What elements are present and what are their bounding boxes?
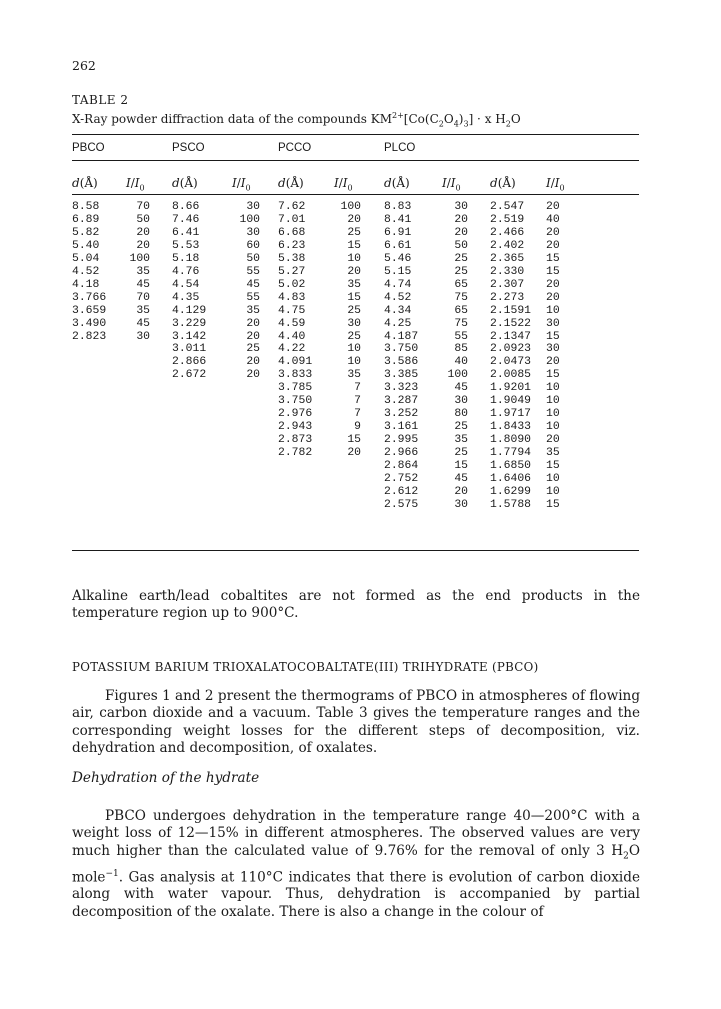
plco-d-column-2 [490, 201, 531, 512]
table-cell: 8.58 [72, 201, 100, 213]
table-cell: 2.866 [172, 356, 207, 369]
group-header-pbco: PBCO [72, 142, 105, 154]
table-cell: 25 [246, 343, 260, 356]
table-cell: 1.9049 [490, 395, 532, 408]
table-cell: 15 [546, 330, 560, 343]
table-cell: 15 [347, 239, 361, 252]
table-cell: 30 [347, 317, 361, 330]
table-cell: 6.41 [172, 226, 200, 239]
table-cell: 30 [246, 201, 260, 213]
pbco-d-column [72, 201, 106, 343]
table-cell: 2.976 [278, 408, 313, 421]
table-cell: 2.966 [384, 447, 419, 460]
table-cell: 3.011 [172, 343, 207, 356]
table-cell: 2.330 [490, 265, 525, 278]
table-cell: 2.995 [384, 434, 419, 447]
table-cell: 4.59 [278, 317, 306, 330]
table-cell: 4.52 [384, 291, 412, 304]
table-cell: 25 [347, 226, 361, 239]
table-cell: 50 [246, 252, 260, 265]
table-cell: 8.66 [172, 201, 200, 213]
table-cell: 15 [546, 460, 560, 473]
table-cell: 100 [340, 201, 361, 213]
table-cell: 4.54 [172, 278, 200, 291]
table-cell: 15 [546, 498, 560, 511]
table-cell: 6.91 [384, 226, 412, 239]
table-cell: 30 [454, 395, 468, 408]
table-cell: 4.40 [278, 330, 306, 343]
table-cell: 6.23 [278, 239, 306, 252]
table-cell: 10 [546, 408, 560, 421]
table-cell: 20 [546, 434, 560, 447]
table-cell: 2.519 [490, 213, 525, 226]
table-cell: 2.547 [490, 201, 525, 213]
group-header-psco: PSCO [172, 142, 205, 154]
table-cell: 20 [546, 291, 560, 304]
table-cell: 30 [546, 343, 560, 356]
group-header-plco: PLCO [384, 142, 416, 154]
table-caption: X-Ray powder diffraction data of the compounds $KM^{2+}[Co(C_2O_4)_3] \cdot x$ $H_2O$ [72, 111, 521, 129]
table-cell: 25 [454, 447, 468, 460]
table-label: TABLE 2 [72, 93, 129, 107]
table-cell: 30 [546, 317, 560, 330]
table-cell: 2.1347 [490, 330, 532, 343]
table-cell: 55 [246, 265, 260, 278]
table-cell: 7 [354, 382, 361, 395]
plco-d-column-1 [384, 201, 418, 512]
table-cell: 80 [454, 408, 468, 421]
table-cell: 5.82 [72, 226, 100, 239]
table-cell: 1.5788 [490, 498, 532, 511]
table-cell: 2.1522 [490, 317, 532, 330]
table-cell: 3.750 [278, 395, 313, 408]
table-cell: 10 [546, 473, 560, 486]
table-cell: 7.01 [278, 213, 306, 226]
table-cell: 4.34 [384, 304, 412, 317]
table-bottom-rule [72, 550, 639, 551]
page-number: 262 [72, 58, 96, 73]
table-cell: 2.782 [278, 447, 313, 460]
table-cell: 1.9201 [490, 382, 532, 395]
table-cell: 4.75 [278, 304, 306, 317]
table-cell: 3.229 [172, 317, 207, 330]
table-cell: 15 [546, 265, 560, 278]
table-cell: 9 [354, 421, 361, 434]
table-cell: 45 [454, 382, 468, 395]
table-cell: 3.161 [384, 421, 419, 434]
table-cell: 10 [546, 421, 560, 434]
table-cell: 75 [454, 317, 468, 330]
table-cell: 40 [454, 356, 468, 369]
group-header-pcco: PCCO [278, 142, 312, 154]
table-cell: 4.76 [172, 265, 200, 278]
table-cell: 15 [347, 291, 361, 304]
table-cell: 6.61 [384, 239, 412, 252]
table-cell: 45 [136, 317, 150, 330]
table-cell: 5.53 [172, 239, 200, 252]
table-cell: 1.6299 [490, 485, 532, 498]
table-cell: 35 [136, 265, 150, 278]
table-cell: 20 [546, 278, 560, 291]
table-cell: 20 [546, 201, 560, 213]
column-header-rule [72, 194, 639, 195]
table-cell: 20 [347, 447, 361, 460]
table-cell: 20 [347, 265, 361, 278]
table-cell: 5.46 [384, 252, 412, 265]
table-cell: 20 [546, 239, 560, 252]
table-cell: 30 [454, 498, 468, 511]
table-cell: 4.83 [278, 291, 306, 304]
table-cell: 20 [454, 213, 468, 226]
plco-i-column-2 [546, 201, 560, 512]
table-cell: 5.04 [72, 252, 100, 265]
table-cell: 35 [136, 304, 150, 317]
table-cell: 55 [246, 291, 260, 304]
table-cell: 65 [454, 304, 468, 317]
table-cell: 4.091 [278, 356, 313, 369]
psco-d-column [172, 201, 206, 382]
table-cell: 3.490 [72, 317, 107, 330]
table-cell: 20 [246, 356, 260, 369]
table-cell: 20 [136, 239, 150, 252]
table-cell: 3.659 [72, 304, 107, 317]
table-cell: 15 [347, 434, 361, 447]
table-cell: 10 [347, 343, 361, 356]
table-cell: 75 [454, 291, 468, 304]
table-cell: 40 [546, 213, 560, 226]
table-cell: 3.287 [384, 395, 419, 408]
table-cell: 10 [347, 252, 361, 265]
table-cell: 3.385 [384, 369, 419, 382]
table-cell: 85 [454, 343, 468, 356]
table-cell: 5.40 [72, 239, 100, 252]
table-cell: 10 [546, 485, 560, 498]
table-cell: 2.873 [278, 434, 313, 447]
group-rule [72, 160, 639, 161]
section-heading: POTASSIUM BARIUM TRIOXALATOCOBALTATE(III) TRIHYDRATE (PBCO) [72, 660, 539, 674]
table-cell: 3.785 [278, 382, 313, 395]
table-cell: 45 [136, 278, 150, 291]
table-cell: 5.38 [278, 252, 306, 265]
table-cell: 2.1591 [490, 304, 532, 317]
table-cell: 35 [347, 278, 361, 291]
paragraph: Figures 1 and 2 present the thermograms of PBCO in atmospheres of flowing air, carbon dioxide and a vacuum. Table 3 gives the temperature ranges and the corresponding weight losses for the different steps of decomposition, viz. dehydration and decomposition, of oxalates. [72, 688, 641, 756]
table-cell: 4.18 [72, 278, 100, 291]
table-cell: 2.365 [490, 252, 525, 265]
paragraph: Alkaline earth/lead cobaltites are not formed as the end products in the temperature region up to 900°C. [72, 588, 640, 622]
table-cell: 4.187 [384, 330, 419, 343]
table-cell: 25 [454, 252, 468, 265]
table-top-rule [72, 134, 639, 135]
table-cell: 10 [546, 304, 560, 317]
table-cell: 100 [447, 369, 468, 382]
table-cell: 7.46 [172, 213, 200, 226]
table-cell: 30 [454, 201, 468, 213]
table-cell: 70 [136, 291, 150, 304]
table-cell: 5.15 [384, 265, 412, 278]
table-cell: 10 [546, 382, 560, 395]
table-cell: 2.943 [278, 421, 313, 434]
plco-i-column-1 [428, 201, 468, 512]
table-cell: 25 [347, 304, 361, 317]
table-cell: 60 [246, 239, 260, 252]
table-cell: 30 [246, 226, 260, 239]
table-cell: 7.62 [278, 201, 306, 213]
table-cell: 2.466 [490, 226, 525, 239]
table-cell: 1.8433 [490, 421, 532, 434]
table-cell: 20 [347, 213, 361, 226]
table-cell: 3.750 [384, 343, 419, 356]
table-cell: 4.129 [172, 304, 207, 317]
table-cell: 100 [239, 213, 260, 226]
table-cell: 2.0473 [490, 356, 532, 369]
table-cell: 2.0085 [490, 369, 532, 382]
table-cell: 6.89 [72, 213, 100, 226]
subheading: Dehydration of the hydrate [72, 770, 260, 786]
table-cell: 30 [136, 330, 150, 343]
table-cell: 15 [546, 369, 560, 382]
table-cell: 20 [454, 485, 468, 498]
table-cell: 3.323 [384, 382, 419, 395]
table-cell: 65 [454, 278, 468, 291]
table-cell: 45 [454, 473, 468, 486]
table-cell: 4.25 [384, 317, 412, 330]
pcco-i-column [325, 201, 361, 460]
table-cell: 1.6406 [490, 473, 532, 486]
table-cell: 100 [129, 252, 150, 265]
table-cell: 25 [454, 265, 468, 278]
paragraph: PBCO undergoes dehydration in the temperature range 40—200°C with a weight loss of 12—15% in different atmospheres. The observed values are very much higher than the calculated value of 9.76% for the removal of only 3 $H_2O$ mole$^{-1}$. Gas analysis at 110°C indicates that there is evolution of carbon dioxide along with water vapour. Thus, dehydration is accompanied by partial decomposition of the oxalate. There is also a change in the colour of [72, 808, 640, 920]
table-cell: 4.74 [384, 278, 412, 291]
table-cell: 2.307 [490, 278, 525, 291]
table-cell: 55 [454, 330, 468, 343]
pcco-d-column [278, 201, 312, 460]
table-cell: 7 [354, 395, 361, 408]
table-cell: 15 [454, 460, 468, 473]
table-cell: 4.22 [278, 343, 306, 356]
table-cell: 2.672 [172, 369, 207, 382]
table-cell: 35 [347, 369, 361, 382]
psco-i-column [220, 201, 260, 382]
table-cell: 35 [454, 434, 468, 447]
table-cell: 3.766 [72, 291, 107, 304]
table-cell: 20 [546, 226, 560, 239]
table-cell: 50 [136, 213, 150, 226]
table-cell: 2.273 [490, 291, 525, 304]
table-cell: 20 [246, 369, 260, 382]
table-cell: 2.752 [384, 473, 419, 486]
table-cell: 3.252 [384, 408, 419, 421]
table-cell: 20 [246, 317, 260, 330]
table-cell: 20 [136, 226, 150, 239]
table-cell: 10 [347, 356, 361, 369]
table-cell: 15 [546, 252, 560, 265]
table-cell: 1.6850 [490, 460, 532, 473]
table-cell: 10 [546, 395, 560, 408]
table-cell: 20 [246, 330, 260, 343]
table-cell: 1.8090 [490, 434, 532, 447]
table-cell: 3.142 [172, 330, 207, 343]
table-cell: 35 [246, 304, 260, 317]
table-cell: 3.586 [384, 356, 419, 369]
table-cell: 25 [454, 421, 468, 434]
table-cell: 35 [546, 447, 560, 460]
table-cell: 45 [246, 278, 260, 291]
table-cell: 1.7794 [490, 447, 532, 460]
table-cell: 4.52 [72, 265, 100, 278]
table-cell: 2.864 [384, 460, 419, 473]
table-cell: 4.35 [172, 291, 200, 304]
table-cell: 20 [546, 356, 560, 369]
table-cell: 50 [454, 239, 468, 252]
table-cell: 2.575 [384, 498, 419, 511]
table-cell: 6.68 [278, 226, 306, 239]
pbco-i-column [118, 201, 150, 343]
table-cell: 5.02 [278, 278, 306, 291]
table-cell: 2.0923 [490, 343, 532, 356]
table-cell: 3.833 [278, 369, 313, 382]
table-cell: 2.402 [490, 239, 525, 252]
table-cell: 1.9717 [490, 408, 532, 421]
table-cell: 5.27 [278, 265, 306, 278]
table-cell: 25 [347, 330, 361, 343]
table-cell: 20 [454, 226, 468, 239]
table-cell: 8.41 [384, 213, 412, 226]
table-cell: 5.18 [172, 252, 200, 265]
table-cell: 2.612 [384, 485, 419, 498]
table-cell: 8.83 [384, 201, 412, 213]
table-cell: 7 [354, 408, 361, 421]
table-cell: 70 [136, 201, 150, 213]
table-cell: 2.823 [72, 330, 107, 343]
